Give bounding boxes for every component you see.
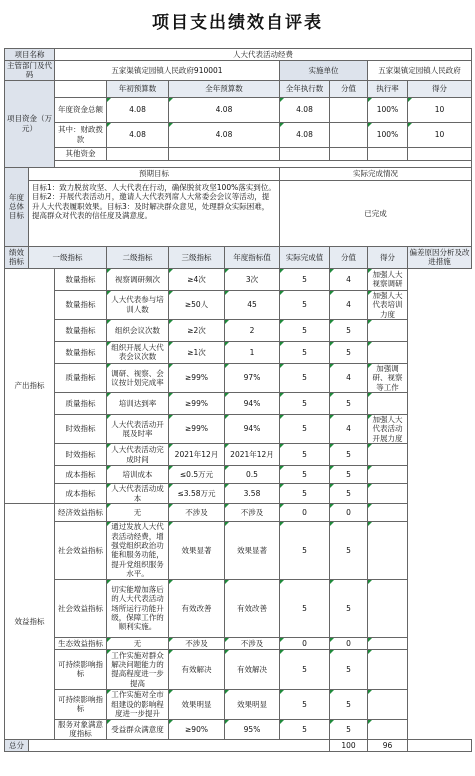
funds-rate-value: 100%	[368, 122, 408, 147]
goals-actual-header: 实际完成情况	[280, 167, 472, 180]
header-score: 得分	[368, 246, 408, 268]
score-cell: 5	[330, 466, 368, 484]
funds-row-total	[5, 97, 472, 122]
goals-content-row	[5, 180, 472, 246]
weight-cell: 5	[280, 689, 330, 719]
actual-cell: 2	[225, 319, 280, 341]
weight-cell: 5	[280, 393, 330, 415]
target-cell: ≤3.58万元	[169, 484, 225, 504]
funds-header-blank	[55, 80, 107, 97]
note-cell: 加强人大代表培训力度	[368, 290, 408, 319]
indicator-rows	[5, 268, 472, 739]
dept-row	[5, 61, 472, 81]
header-level3: 三级指标	[169, 246, 225, 268]
project-name-label: 项目名称	[5, 49, 55, 61]
funds-spacer	[55, 160, 472, 167]
actual-cell: 效果明显	[225, 689, 280, 719]
score-cell: 5	[330, 719, 368, 739]
target-cell: 不涉及	[169, 637, 225, 649]
goals-actual-text: 已完成	[280, 180, 472, 246]
score-cell: 4	[330, 415, 368, 444]
target-cell: 2021年12月	[169, 444, 225, 466]
impl-unit-label: 实施单位	[280, 61, 368, 81]
actual-cell: 94%	[225, 415, 280, 444]
target-cell: ≥2次	[169, 319, 225, 341]
weight-cell: 0	[280, 503, 330, 521]
level3-cell: 培训达到率	[107, 393, 169, 415]
funds-initial-value	[107, 147, 169, 160]
score-cell: 5	[330, 341, 368, 363]
actual-cell: 0.5	[225, 466, 280, 484]
actual-cell: 45	[225, 290, 280, 319]
weight-cell: 5	[280, 444, 330, 466]
project-name-value: 人大代表活动经费	[55, 49, 472, 61]
weight-cell: 5	[280, 341, 330, 363]
indicator-row	[5, 444, 472, 466]
target-cell: 效果显著	[169, 521, 225, 579]
indicator-row	[5, 579, 472, 637]
note-cell	[368, 503, 408, 521]
header-actual: 实际完成值	[280, 246, 330, 268]
indicator-row	[5, 466, 472, 484]
funds-row-label: 其他资金	[55, 147, 107, 160]
indicator-row	[5, 415, 472, 444]
actual-cell: 95%	[225, 719, 280, 739]
actual-cell: 效果显著	[225, 521, 280, 579]
header-level1: 一级指标	[29, 246, 107, 268]
level2-cell: 质量指标	[55, 393, 107, 415]
actual-cell: 1	[225, 341, 280, 363]
funds-executed-value: 4.08	[280, 97, 330, 122]
target-cell: 有效改善	[169, 579, 225, 637]
indicator-row	[5, 290, 472, 319]
note-cell	[368, 341, 408, 363]
goals-section-label: 年度总体目标	[5, 167, 29, 246]
goals-expected-text: 目标1：致力脱贫攻坚、人大代表在行动，确保脱贫攻坚100%落实到位。目标2：开展代表活动月，邀请人大代表列席人大常委会会议等活动，提升人大代表履职效果。目标3：及时解决群众意见，处理群众实际困难，提高群众对代表的信任度及满意度。	[29, 180, 280, 246]
weight-cell: 5	[280, 521, 330, 579]
funds-rate-value: 100%	[368, 97, 408, 122]
funds-header-row	[5, 80, 472, 97]
score-cell: 4	[330, 363, 368, 392]
score-cell: 5	[330, 579, 368, 637]
indicator-row	[5, 649, 472, 689]
actual-cell: 2021年12月	[225, 444, 280, 466]
level3-cell: 工作实施对全市组建设的影响程度进一步提升	[107, 689, 169, 719]
weight-cell: 5	[280, 719, 330, 739]
note-cell	[368, 637, 408, 649]
note-cell: 加强调研、视察等工作	[368, 363, 408, 392]
level2-cell: 可持续影响指标	[55, 649, 107, 689]
indicators-header-row	[5, 246, 472, 268]
funds-initial-value: 4.08	[107, 97, 169, 122]
indicator-row	[5, 689, 472, 719]
total-score: 96	[368, 739, 408, 751]
impl-unit-value: 五家渠镇定园镇人民政府	[368, 61, 472, 81]
level1-output-label: 产出指标	[5, 268, 55, 503]
header-target: 年度指标值	[225, 246, 280, 268]
level2-cell: 质量指标	[55, 363, 107, 392]
actual-cell: 有效改善	[225, 579, 280, 637]
level3-cell: 培训成本	[107, 466, 169, 484]
indicator-row	[5, 484, 472, 504]
note-cell: 加强人大视察调研	[368, 268, 408, 290]
note-cell	[368, 444, 408, 466]
weight-cell: 5	[280, 319, 330, 341]
funds-score-value: 10	[408, 97, 472, 122]
target-cell: ≥99%	[169, 415, 225, 444]
target-cell: 不涉及	[169, 503, 225, 521]
level3-cell: 人大代表活动开展及时率	[107, 415, 169, 444]
weight-cell: 5	[280, 363, 330, 392]
indicator-row	[5, 719, 472, 739]
level1-benefit-label: 效益指标	[5, 503, 55, 739]
header-weight: 分值	[330, 246, 368, 268]
level2-cell: 服务对象满意度指标	[55, 719, 107, 739]
actual-cell: 3次	[225, 268, 280, 290]
level2-cell: 时效指标	[55, 444, 107, 466]
funds-spacer-row	[5, 160, 472, 167]
score-cell: 5	[330, 689, 368, 719]
note-cell	[368, 689, 408, 719]
level2-cell: 生态效益指标	[55, 637, 107, 649]
target-cell: ≤0.5万元	[169, 466, 225, 484]
actual-cell: 不涉及	[225, 637, 280, 649]
level3-cell: 人大代表活动成本	[107, 484, 169, 504]
level3-cell: 调研、视察、会议按计划完成率	[107, 363, 169, 392]
funds-score-value: 10	[408, 122, 472, 147]
funds-header-annual: 全年预算数	[169, 80, 280, 97]
note-cell	[368, 719, 408, 739]
header-note: 偏差原因分析及改进措施	[409, 247, 470, 267]
indicator-row	[5, 341, 472, 363]
indicator-row	[5, 319, 472, 341]
level3-cell: 无	[107, 503, 169, 521]
target-cell: 有效解决	[169, 649, 225, 689]
score-cell: 5	[330, 319, 368, 341]
target-cell: ≥99%	[169, 393, 225, 415]
note-cell	[368, 466, 408, 484]
indicator-row	[5, 637, 472, 649]
level3-cell: 受益群众满意度	[107, 719, 169, 739]
weight-cell: 0	[280, 637, 330, 649]
page-title: 项目支出绩效自评表	[152, 13, 323, 33]
funds-row-fiscal	[5, 122, 472, 147]
funds-annual-value: 4.08	[169, 97, 280, 122]
weight-cell: 5	[280, 268, 330, 290]
funds-weight-value	[330, 147, 368, 160]
goals-header-row	[5, 167, 472, 180]
level2-cell: 成本指标	[55, 484, 107, 504]
funds-weight-value	[330, 122, 368, 147]
level2-cell: 数量指标	[55, 268, 107, 290]
score-cell: 5	[330, 484, 368, 504]
goals-expected-header: 预期目标	[29, 167, 280, 180]
score-cell: 5	[330, 444, 368, 466]
level3-cell: 组织开展人大代表会议次数	[107, 341, 169, 363]
indicator-row	[5, 268, 472, 290]
note-cell	[368, 393, 408, 415]
weight-cell: 5	[280, 484, 330, 504]
target-cell: ≥50人	[169, 290, 225, 319]
project-name-row	[5, 49, 472, 61]
score-cell: 0	[330, 637, 368, 649]
level2-cell: 社会效益指标	[55, 579, 107, 637]
note-cell: 加强人大代表活动开展力度	[368, 415, 408, 444]
funds-annual-value	[169, 147, 280, 160]
funds-annual-value: 4.08	[169, 122, 280, 147]
level3-cell: 组织会议次数	[107, 319, 169, 341]
total-note	[408, 739, 472, 751]
target-cell: ≥1次	[169, 341, 225, 363]
level3-cell: 人大代表参与培训人数	[107, 290, 169, 319]
note-cell	[368, 521, 408, 579]
target-cell: 效果明显	[169, 689, 225, 719]
level3-cell: 通过发放人大代表活动经费，增强党组织政治功能和服务功能，提升党组织服务水平。	[107, 521, 169, 579]
level2-cell: 经济效益指标	[55, 503, 107, 521]
level3-cell: 人大代表活动完成时间	[107, 444, 169, 466]
funds-header-initial: 年初预算数	[107, 80, 169, 97]
target-cell: ≥99%	[169, 363, 225, 392]
level2-cell: 数量指标	[55, 319, 107, 341]
actual-cell: 有效解决	[225, 649, 280, 689]
funds-header-score: 得分	[408, 80, 472, 97]
funds-row-label: 年度资金总额	[55, 97, 107, 122]
weight-cell: 5	[280, 466, 330, 484]
level3-cell: 无	[107, 637, 169, 649]
dept-label: 主管部门及代码	[5, 61, 55, 81]
funds-score-value	[408, 147, 472, 160]
funds-row-label: 其中：财政拨款	[55, 122, 107, 147]
level2-cell: 社会效益指标	[55, 521, 107, 579]
note-cell	[368, 484, 408, 504]
header-level2: 二级指标	[107, 246, 169, 268]
funds-rate-value	[368, 147, 408, 160]
note-cell	[368, 649, 408, 689]
note-cell	[368, 579, 408, 637]
level3-cell: 切实能增加落后的人大代表活动场所运行功能升级，保障工作的顺利实施。	[107, 579, 169, 637]
indicator-row	[5, 521, 472, 579]
score-cell: 4	[330, 268, 368, 290]
score-cell: 0	[330, 503, 368, 521]
total-weight: 100	[330, 739, 368, 751]
dept-value: 五家渠镇定园镇人民政府910001	[55, 61, 280, 81]
funds-header-weight: 分值	[330, 80, 368, 97]
actual-cell: 不涉及	[225, 503, 280, 521]
weight-cell: 5	[280, 415, 330, 444]
actual-cell: 97%	[225, 363, 280, 392]
total-blank	[29, 739, 330, 751]
funds-row-other	[5, 147, 472, 160]
score-cell: 5	[330, 521, 368, 579]
funds-executed-value	[280, 147, 330, 160]
level2-cell: 时效指标	[55, 415, 107, 444]
funds-section-label: 项目资金（万元）	[5, 80, 55, 167]
weight-cell: 5	[280, 579, 330, 637]
funds-executed-value: 4.08	[280, 122, 330, 147]
score-cell: 5	[330, 393, 368, 415]
total-row	[5, 739, 472, 751]
funds-initial-value: 4.08	[107, 122, 169, 147]
level2-cell: 可持续影响指标	[55, 689, 107, 719]
funds-header-rate: 执行率	[368, 80, 408, 97]
indicator-row	[5, 363, 472, 392]
level2-cell: 数量指标	[55, 290, 107, 319]
total-label: 总分	[5, 739, 29, 751]
weight-cell: 5	[280, 649, 330, 689]
level3-cell: 工作实施对群众解决问题能力的提高程度进一步提高	[107, 649, 169, 689]
target-cell: ≥90%	[169, 719, 225, 739]
weight-cell: 5	[280, 290, 330, 319]
self-evaluation-table	[4, 48, 472, 752]
indicators-section-label: 绩效指标	[5, 246, 29, 268]
note-cell	[368, 319, 408, 341]
indicator-row	[5, 503, 472, 521]
funds-weight-value	[330, 97, 368, 122]
score-cell: 5	[330, 649, 368, 689]
indicator-row	[5, 393, 472, 415]
actual-cell: 3.58	[225, 484, 280, 504]
score-cell: 4	[330, 290, 368, 319]
target-cell: ≥4次	[169, 268, 225, 290]
funds-header-executed: 全年执行数	[280, 80, 330, 97]
level2-cell: 成本指标	[55, 466, 107, 484]
actual-cell: 94%	[225, 393, 280, 415]
level2-cell: 数量指标	[55, 341, 107, 363]
level3-cell: 视察调研频次	[107, 268, 169, 290]
